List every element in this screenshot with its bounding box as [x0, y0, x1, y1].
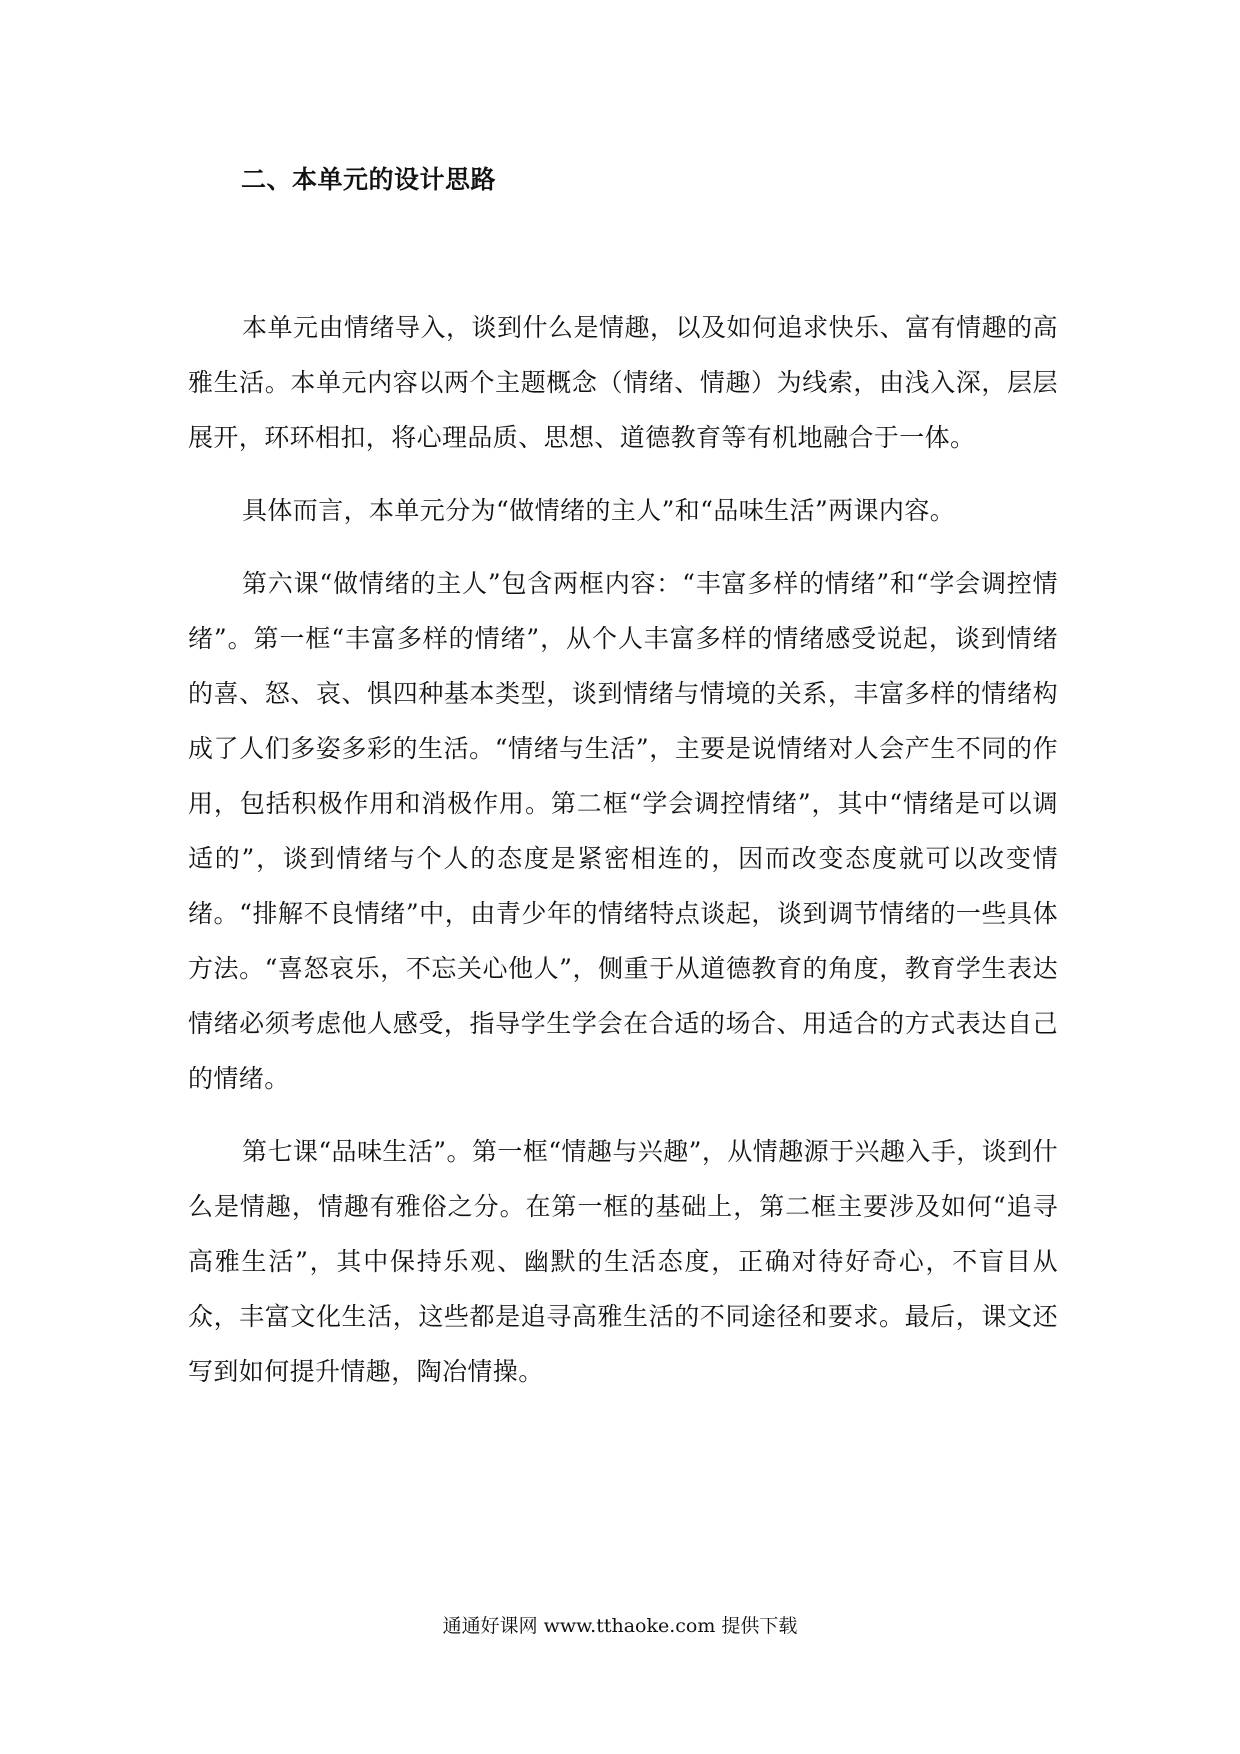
- section-title: 二、本单元的设计思路: [241, 165, 497, 194]
- paragraph-intro: 本单元由情绪导入，谈到什么是情趣，以及如何追求快乐、富有情趣的高雅生活。本单元内容以两个主题概念（情绪、情趣）为线索，由浅入深，层层展开，环环相扣，将心理品质、思想、道德教育等有机地融合于一体。: [188, 313, 1058, 452]
- body-text: [188, 300, 1058, 1417]
- paragraph-lesson-six: 第六课“做情绪的主人”包含两框内容：“丰富多样的情绪”和“学会调控情绪”。第一框“丰富多样的情绪”，从个人丰富多样的情绪感受说起，谈到情绪的喜、怒、哀、惧四种基本类型，谈到情绪与情境的关系，丰富多样的情绪构成了人们多姿多彩的生活。“情绪与生活”，主要是说情绪对人会产生不同的作用，包括积极作用和消极作用。第二框“学会调控情绪”，其中“情绪是可以调适的”，谈到情绪与个人的态度是紧密相连的，因而改变态度就可以改变情绪。“排解不良情绪”中，由青少年的情绪特点谈起，谈到调节情绪的一些具体方法。“喜怒哀乐，不忘关心他人”，侧重于从道德教育的角度，教育学生表达情绪必须考虑他人感受，指导学生学会在合适的场合、用适合的方式表达自己的情绪。: [188, 569, 1058, 1093]
- paragraph-overview: 具体而言，本单元分为“做情绪的主人”和“品味生活”两课内容。: [242, 496, 956, 525]
- page-footer: 通通好课网 www.tthaoke.com 提供下载: [442, 1615, 798, 1637]
- paragraph-lesson-seven: 第七课“品味生活”。第一框“情趣与兴趣”，从情趣源于兴趣入手，谈到什么是情趣，情趣有雅俗之分。在第一框的基础上，第二框主要涉及如何“追寻高雅生活”，其中保持乐观、幽默的生活态度，正确对待好奇心，不盲目从众，丰富文化生活，这些都是追寻高雅生活的不同途径和要求。最后，课文还写到如何提升情趣，陶冶情操。: [188, 1137, 1058, 1386]
